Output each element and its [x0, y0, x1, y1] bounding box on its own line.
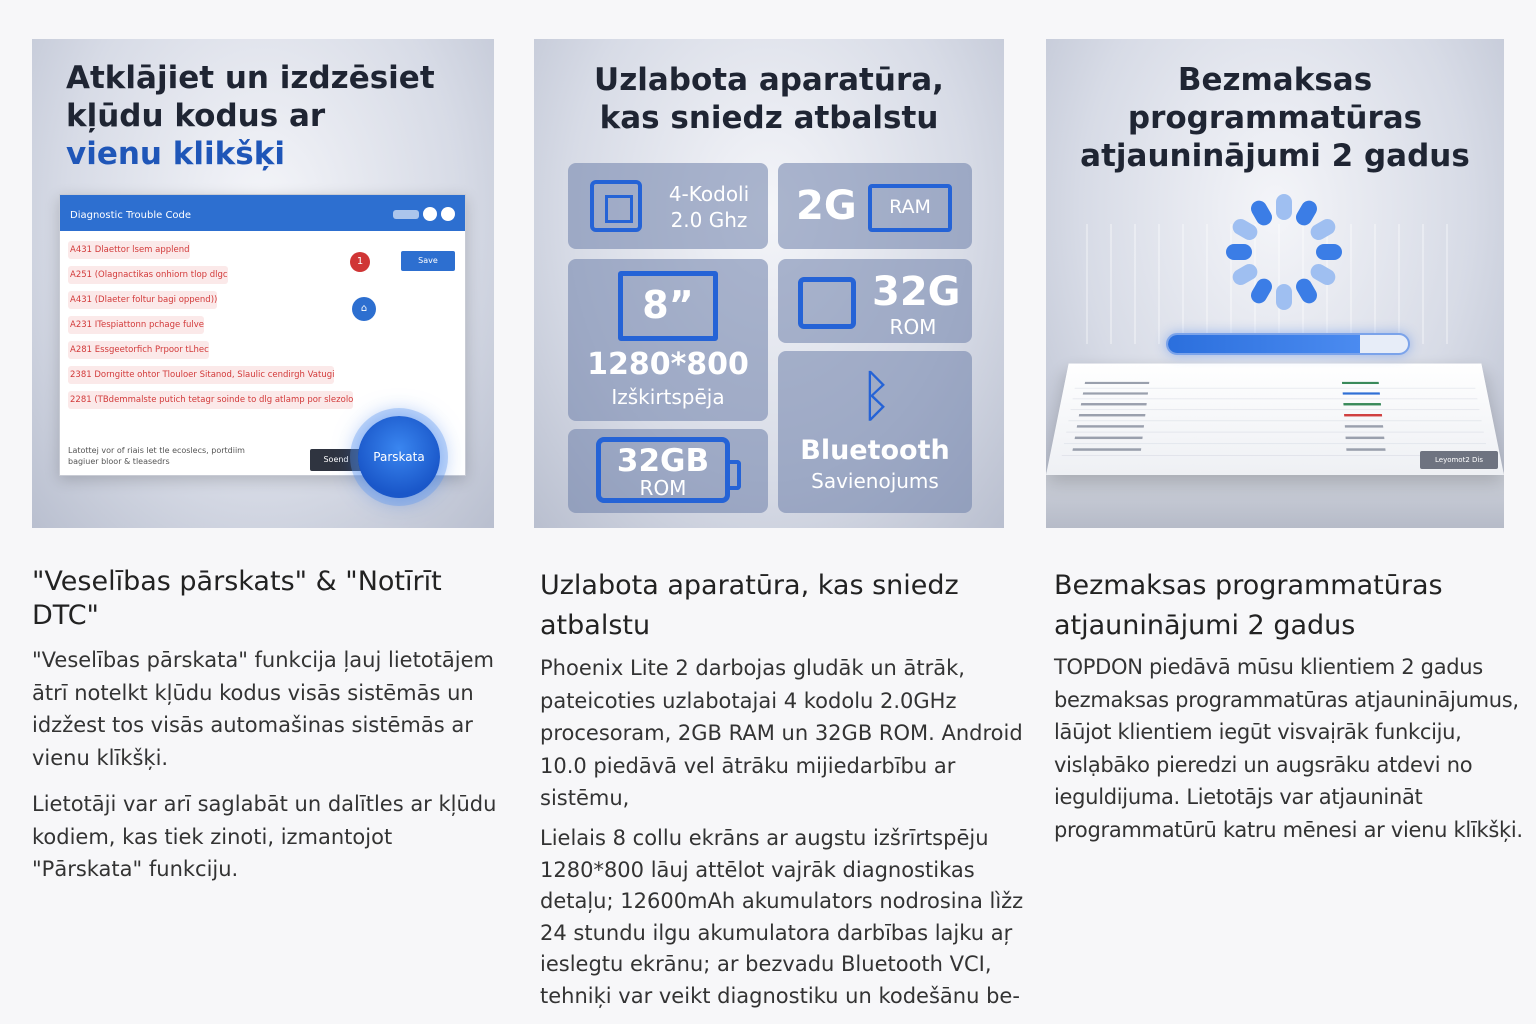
- disk-icon: [798, 277, 856, 329]
- panel1-title: [66, 59, 435, 173]
- cpu-icon: [590, 180, 642, 232]
- cpu-cores: 4-Kodoli: [668, 182, 750, 206]
- save-button[interactable]: Save: [401, 251, 455, 271]
- dtc-item[interactable]: A251 (Olagnactikas onhiorn tlop dlgc: [68, 266, 228, 284]
- storage-label: ROM: [639, 476, 687, 500]
- dtc-window-titlebar: [60, 195, 465, 231]
- dtc-item[interactable]: A431 Dlaettor lsem applend: [68, 241, 190, 259]
- cpu-frequency: 2.0 Ghz: [670, 208, 748, 232]
- table-row: [1066, 421, 1484, 432]
- screen-resolution: 1280*800: [587, 347, 749, 382]
- parskata-button[interactable]: Parskata: [358, 416, 440, 498]
- dtc-footer-text: Latottej vor of riais let tle ecoslecs, portdiim bagiuer bloor & tleasedrs: [68, 446, 245, 466]
- table-action-button[interactable]: Leyomot2 Dis: [1420, 451, 1498, 469]
- bluetooth-label: Savienojums: [811, 469, 939, 493]
- screen-tile: [568, 259, 768, 421]
- storage-size: 32GB: [616, 443, 710, 479]
- rom-tile: [778, 259, 972, 343]
- screen-size: 8”: [642, 283, 694, 327]
- ram-size: 2G: [796, 183, 857, 229]
- storage-tile: [568, 429, 768, 513]
- dtc-item[interactable]: A431 (Dlaeter foltur bagi oppend)): [68, 291, 217, 309]
- panel3-title: [1046, 61, 1504, 175]
- col1-heading: "Veselības pārskats" & "Notīrīt DTC": [32, 566, 442, 631]
- panel1-title-accent: vienu klikšķi: [66, 136, 285, 172]
- window-pill-icon: [393, 210, 419, 219]
- dtc-window: [59, 194, 466, 476]
- bluetooth-name: Bluetooth: [800, 435, 950, 466]
- panel-updates: [1046, 39, 1504, 528]
- panel-floor: [1046, 472, 1504, 528]
- col2-heading: Uzlabota aparatūra, kas sniedz atbalstu: [540, 570, 959, 641]
- cpu-text: [654, 181, 764, 233]
- error-count-badge: 1: [350, 252, 370, 272]
- ram-icon: [868, 184, 952, 232]
- dtc-item[interactable]: A281 Essgeetorfich Prpoor tLhec: [68, 341, 209, 359]
- col2-paragraph2: Lielais 8 collu ekrāns ar augstu izšrīrtspēju 1280*800 lāuj attēlot vajrāk diagnostikas detaļu; 12600mAh akumulators nodrosina lìžz 24 stundu ilgu akumulatora darbības lajku aŗ ieslegtu ekrānu; ar bezvadu Bluetooth VCI, tehniķi var veikt diagnostiku un kodešānu be-: [540, 826, 1024, 1008]
- send-button[interactable]: Soend: [310, 449, 362, 471]
- table-row: [1068, 410, 1481, 421]
- update-progress-fill: [1168, 335, 1360, 353]
- panel2-title-line1: Uzlabota aparatūra,: [594, 62, 944, 98]
- bluetooth-tile: [778, 351, 972, 513]
- col1-paragraph2: Lietotāji var arī saglabāt un dalītles ar kļūdu kodiem, kas tiek zinoti, izmantojot "Pārskata" funkciju.: [32, 792, 497, 881]
- cpu-tile: [568, 163, 768, 249]
- rom-size: 32G: [872, 269, 961, 315]
- table-row: [1073, 389, 1478, 400]
- panel3-title-line2: programmatūras: [1127, 100, 1423, 136]
- col3-heading: Bezmaksas programmatūras atjauninājumi 2 gadus: [1054, 570, 1443, 641]
- battery-icon: [596, 437, 730, 503]
- panel3-title-line3: atjauninājumi 2 gadus: [1080, 138, 1470, 174]
- table-row: [1064, 433, 1486, 445]
- col1-paragraph1: "Veselības pārskata" funkcija ļauj lietotājem ātrī notelkt kļūdu kodus visās sistēmās un idzžest tos visās automašinas sistēmās ar vienu klīkšķi.: [32, 648, 494, 770]
- info-icon[interactable]: ⌂: [352, 297, 376, 321]
- dtc-item[interactable]: A231 ITespiattonn pchage fulve: [68, 316, 204, 334]
- panel1-title-line2: kļūdu kodus ar: [66, 98, 326, 134]
- ram-tile: [778, 163, 972, 249]
- col3-paragraph1: TOPDON piedāvā mūsu klientiem 2 gadus bezmaksas programmatūras atjauninājumus, lāūjot klientiem iegūt visvaịrāk funkciju, vislạbāko pieredzi un augsrāku atdevi no ieguldijuma. Lietotājs var atjaunināt programmatūrū katru mēnesi ar vienu klīkšķi.: [1054, 655, 1523, 842]
- screen-resolution-label: Izškirtspēja: [611, 385, 725, 409]
- panel-hardware: [534, 39, 1004, 528]
- window-controls: [393, 207, 455, 221]
- screen-icon: [618, 271, 718, 341]
- panel-error-codes: [32, 39, 494, 528]
- panel1-title-line1: Atklājiet un izdzēsiet: [66, 60, 435, 96]
- rom-label: ROM: [889, 315, 937, 339]
- dtc-window-title: Diagnostic Trouble Code: [70, 210, 192, 221]
- dtc-item[interactable]: 2381 Dorngitte ohtor Tlouloer Sitanod, Slaulic cendirgh Vatugi: [68, 366, 334, 384]
- ram-label: RAM: [889, 196, 931, 218]
- update-progress-bar: [1166, 333, 1410, 355]
- dtc-list: [68, 241, 358, 416]
- table-row: [1070, 399, 1479, 410]
- panel2-title: [534, 61, 1004, 137]
- panel2-title-line2: kas sniedz atbalstu: [599, 100, 939, 136]
- col2-paragraph1: Phoenix Lite 2 darbojas gludāk un ātrāk, pateicoties uzlabotajai 4 kodolu 2.0GHz procesoram, 2GB RAM un 32GB ROM. Android 10.0 piedāvā vel ātrāku mijiedarbību ar sistēmu,: [540, 656, 1023, 810]
- window-close-icon[interactable]: [441, 207, 455, 221]
- dtc-item[interactable]: 2281 (TBdemmalste putich tetagr soinde to dlg atlamp por slezolo: [68, 391, 353, 409]
- bluetooth-icon: ᛒ: [859, 364, 893, 429]
- panel3-title-line1: Bezmaksas: [1177, 62, 1373, 98]
- spinner-icon: [1226, 194, 1342, 310]
- window-minimize-icon[interactable]: [423, 207, 437, 221]
- table-row: [1075, 378, 1476, 388]
